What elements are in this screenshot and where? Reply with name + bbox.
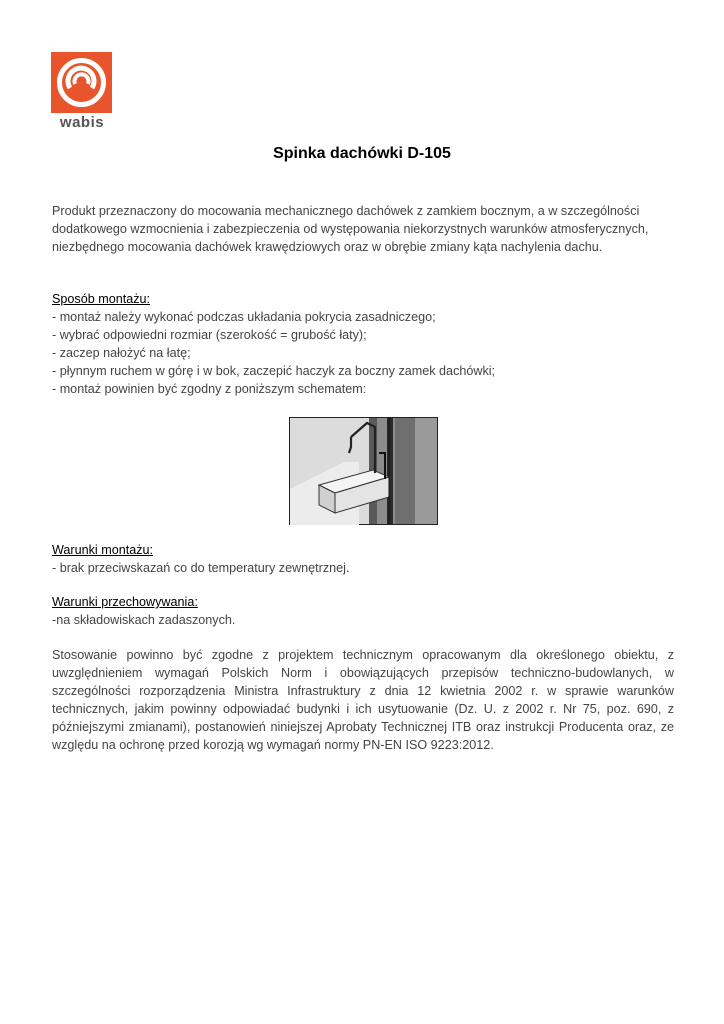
mounting-conditions-heading: Warunki montażu: — [52, 543, 154, 557]
installation-step: - zaczep nałożyć na łatę; — [52, 346, 191, 360]
installation-heading: Sposób montażu: — [52, 292, 151, 306]
logo-wordmark: wabis — [59, 114, 105, 131]
installation-step: - płynnym ruchem w górę i w bok, zaczepić haczyk za boczny zamek dachówki; — [52, 364, 496, 378]
installation-step: - montaż należy wykonać podczas układania pokrycia zasadniczego; — [52, 310, 436, 324]
intro-paragraph: Produkt przeznaczony do mocowania mechanicznego dachówek z zamkiem bocznym, a w szczególności dodatkowego wzmocnienia i zabezpieczenia od występowania niekorzystnych warunków atmosferycznych, niezbędnego mocowania dachówek krawędziowych oraz w obrębie zmiany kąta nachylenia dachu. — [52, 204, 649, 254]
mounting-conditions-text: - brak przeciwskazań co do temperatury zewnętrznej. — [52, 561, 350, 575]
installation-step: - wybrać odpowiedni rozmiar (szerokość = grubość łaty); — [52, 328, 367, 342]
installation-step: - montaż powinien być zgodny z poniższym schematem: — [52, 382, 367, 396]
usage-note-paragraph: Stosowanie powinno być zgodne z projektem technicznym opracowanym dla określonego obiektu, z uwzględnieniem wymagań Polskich Norm i obowiązujących przepisów techniczno-budowlanych, w szczególności rozporządzenia Ministra Infrastruktury z dnia 12 kwietnia 2002 r. w sprawie warunków technicznych, jakim powinny odpowiadać budynki i ich usytuowanie (Dz. U. z 2002 r. Nr 75, poz. 690, z późniejszymi zmianami), postanowień niniejszej Aprobaty Technicznej ITB oraz instrukcji Producenta oraz, ze względu na ochronę przed korozją wg wymagań normy PN-EN ISO 9223:2012. — [52, 648, 674, 752]
logo-swirl-icon — [51, 52, 112, 113]
storage-conditions-heading: Warunki przechowywania: — [52, 595, 198, 609]
storage-conditions-text: -na składowiskach zadaszonych. — [52, 613, 236, 627]
installation-diagram — [289, 417, 438, 525]
wabis-logo — [51, 52, 113, 132]
page-title: Spinka dachówki D-105 — [273, 145, 451, 162]
